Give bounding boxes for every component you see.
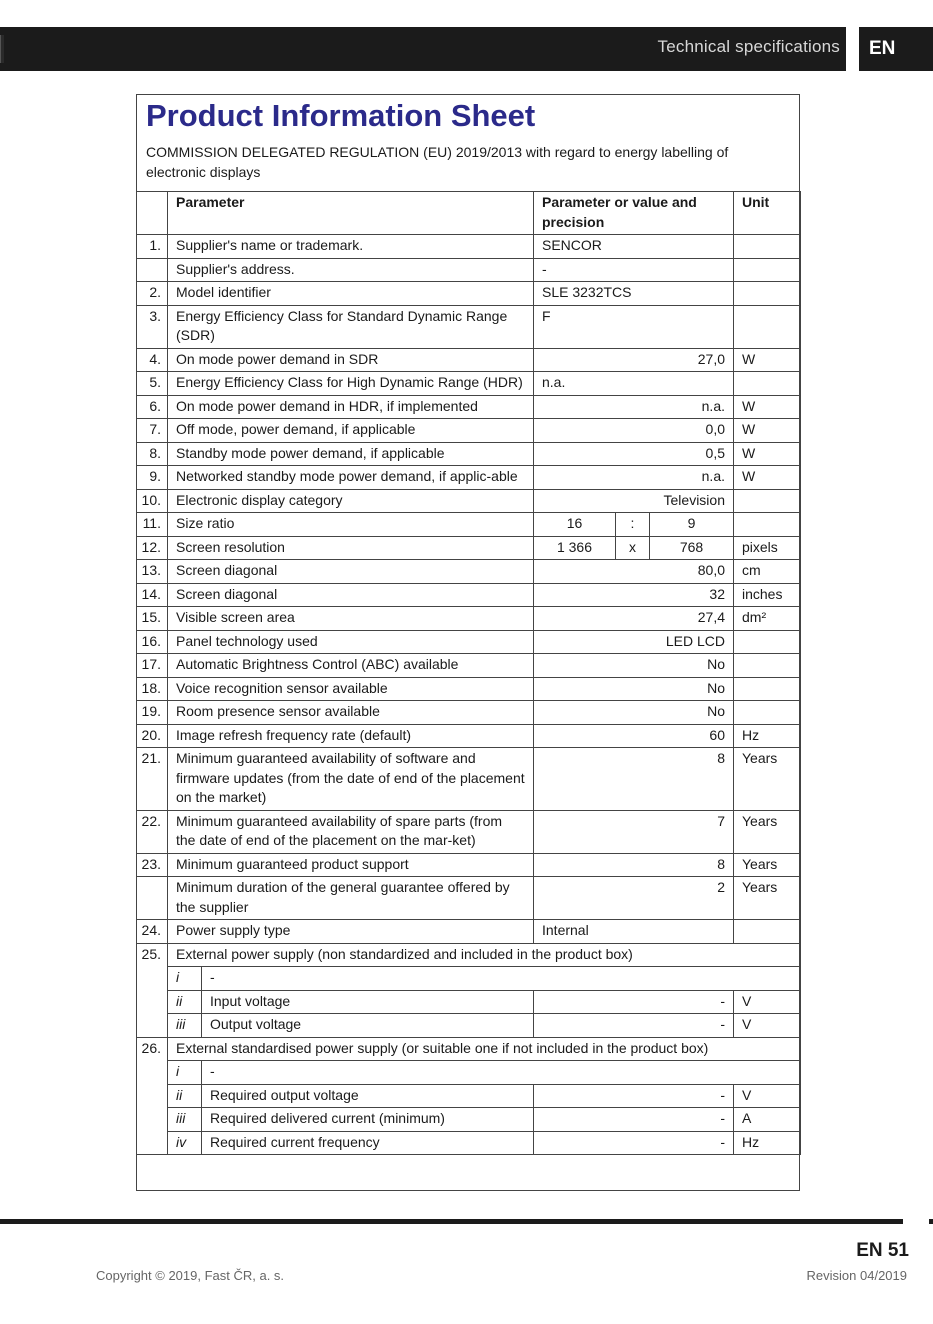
value-b-cell: 768 (650, 536, 734, 560)
table-row (137, 583, 801, 607)
value-cell: n.a. (534, 395, 734, 419)
parameter-cell: Supplier's name or trademark. (168, 235, 534, 259)
value-a-cell: 16 (534, 513, 616, 537)
section-title: Technical specifications (657, 37, 840, 56)
parameter-cell: Output voltage (202, 1014, 534, 1038)
row-number: 9. (137, 466, 168, 490)
row-number: 10. (137, 489, 168, 513)
unit-cell (734, 654, 801, 678)
external-psu-label: External power supply (non standardized and included in the product box) (168, 943, 801, 967)
value-cell: No (534, 701, 734, 725)
header-num-cell (137, 192, 168, 235)
value-cell: 2 (534, 877, 734, 920)
unit-cell (734, 677, 801, 701)
table-row (137, 513, 801, 537)
table-row (137, 748, 801, 811)
parameter-cell: Automatic Brightness Control (ABC) available (168, 654, 534, 678)
parameter-cell: Power supply type (168, 920, 534, 944)
row-number: 1. (137, 235, 168, 259)
value-cell: - (534, 1014, 734, 1038)
table-row (137, 235, 801, 259)
row-number: 24. (137, 920, 168, 944)
value-cell: Television (534, 489, 734, 513)
roman-numeral-cell: iii (168, 1014, 202, 1038)
parameter-cell: Energy Efficiency Class for High Dynamic Range (HDR) (168, 372, 534, 396)
parameter-cell: On mode power demand in HDR, if implemented (168, 395, 534, 419)
row-number: 2. (137, 282, 168, 306)
header-bar (0, 27, 846, 71)
product-information-sheet (136, 94, 800, 1191)
parameter-cell: Input voltage (202, 990, 534, 1014)
language-badge: EN (859, 27, 933, 71)
unit-cell: W (734, 395, 801, 419)
table-row (137, 395, 801, 419)
table-row (137, 607, 801, 631)
roman-numeral-cell: ii (168, 990, 202, 1014)
row-number: 17. (137, 654, 168, 678)
parameter-cell: Required current frequency (202, 1131, 534, 1155)
unit-cell: Years (734, 877, 801, 920)
value-cell: 32 (534, 583, 734, 607)
row-number: 15. (137, 607, 168, 631)
table-row (137, 853, 801, 877)
row-number: 7. (137, 419, 168, 443)
unit-cell: V (734, 1014, 801, 1038)
unit-cell: W (734, 419, 801, 443)
parameter-cell: Voice recognition sensor available (168, 677, 534, 701)
unit-cell (734, 701, 801, 725)
unit-cell: dm² (734, 607, 801, 631)
row-number: 16. (137, 630, 168, 654)
standard-psu-item-row (137, 1084, 801, 1108)
table-row (137, 877, 801, 920)
value-sep-cell: : (616, 513, 650, 537)
table-row (137, 536, 801, 560)
parameter-cell: - (202, 967, 801, 991)
unit-cell: pixels (734, 536, 801, 560)
table-row (137, 560, 801, 584)
table-row (137, 677, 801, 701)
value-cell: 8 (534, 748, 734, 811)
unit-cell: cm (734, 560, 801, 584)
value-cell: 0,0 (534, 419, 734, 443)
footer-rule (0, 1219, 903, 1224)
regulation-text: COMMISSION DELEGATED REGULATION (EU) 2019/2013 with regard to energy labelling of electronic displays (146, 144, 729, 180)
roman-numeral-cell: i (168, 1061, 202, 1085)
standard-psu-item-row (137, 1061, 801, 1085)
unit-cell (734, 489, 801, 513)
unit-cell (734, 372, 801, 396)
unit-cell (734, 513, 801, 537)
row-number: 21. (137, 748, 168, 811)
row-number (137, 877, 168, 920)
row-number: 13. (137, 560, 168, 584)
parameter-cell: Energy Efficiency Class for Standard Dynamic Range (SDR) (168, 305, 534, 348)
external-psu-item-row (137, 967, 801, 991)
external-psu-item-row (137, 1014, 801, 1038)
value-sep-cell: x (616, 536, 650, 560)
standard-psu-item-row (137, 1108, 801, 1132)
parameter-cell: Standby mode power demand, if applicable (168, 442, 534, 466)
value-cell: 60 (534, 724, 734, 748)
header-accent (0, 35, 4, 63)
table-row (137, 701, 801, 725)
value-cell: - (534, 1131, 734, 1155)
header-unit: Unit (734, 192, 801, 235)
value-cell: F (534, 305, 734, 348)
parameter-cell: On mode power demand in SDR (168, 348, 534, 372)
parameter-cell: Size ratio (168, 513, 534, 537)
external-psu-item-row (137, 990, 801, 1014)
table-row (137, 630, 801, 654)
footer-rule-tick (929, 1219, 933, 1224)
row-number: 3. (137, 305, 168, 348)
value-cell: 27,0 (534, 348, 734, 372)
unit-cell (734, 235, 801, 259)
parameter-cell: Room presence sensor available (168, 701, 534, 725)
table-row (137, 810, 801, 853)
table-row (137, 282, 801, 306)
value-cell: - (534, 1084, 734, 1108)
row-number: 4. (137, 348, 168, 372)
table-row (137, 258, 801, 282)
row-number: 26. (137, 1037, 168, 1155)
value-cell: n.a. (534, 466, 734, 490)
standard-psu-label: External standardised power supply (or suitable one if not included in the product box) (168, 1037, 801, 1061)
unit-cell: Hz (734, 1131, 801, 1155)
table-row (137, 305, 801, 348)
table-row (137, 372, 801, 396)
standard-psu-item-row (137, 1131, 801, 1155)
parameter-cell: Electronic display category (168, 489, 534, 513)
parameter-cell: Visible screen area (168, 607, 534, 631)
parameter-cell: Off mode, power demand, if applicable (168, 419, 534, 443)
spec-table (136, 191, 801, 1155)
row-number: 12. (137, 536, 168, 560)
row-number: 20. (137, 724, 168, 748)
value-cell: SLE 3232TCS (534, 282, 734, 306)
row-number (137, 258, 168, 282)
unit-cell (734, 282, 801, 306)
sheet-title: Product Information Sheet (146, 98, 536, 133)
value-cell: 7 (534, 810, 734, 853)
external-psu-header-row (137, 943, 801, 967)
parameter-cell: Screen diagonal (168, 583, 534, 607)
value-cell: LED LCD (534, 630, 734, 654)
row-number: 11. (137, 513, 168, 537)
row-number: 25. (137, 943, 168, 1037)
parameter-cell: Networked standby mode power demand, if applic-able (168, 466, 534, 490)
unit-cell: inches (734, 583, 801, 607)
table-row (137, 489, 801, 513)
unit-cell: W (734, 466, 801, 490)
parameter-cell: Required output voltage (202, 1084, 534, 1108)
unit-cell: W (734, 348, 801, 372)
parameter-cell: Supplier's address. (168, 258, 534, 282)
row-number: 8. (137, 442, 168, 466)
value-cell: - (534, 990, 734, 1014)
parameter-cell: Image refresh frequency rate (default) (168, 724, 534, 748)
table-row (137, 419, 801, 443)
parameter-cell: Minimum guaranteed availability of software and firmware updates (from the date of end of the placement on the market) (168, 748, 534, 811)
unit-cell: Years (734, 853, 801, 877)
value-cell: - (534, 258, 734, 282)
revision: Revision 04/2019 (806, 1268, 907, 1283)
parameter-cell: Minimum duration of the general guarantee offered by the supplier (168, 877, 534, 920)
unit-cell: V (734, 990, 801, 1014)
value-cell: 0,5 (534, 442, 734, 466)
value-cell: 8 (534, 853, 734, 877)
table-row (137, 442, 801, 466)
table-row (137, 920, 801, 944)
value-cell: No (534, 677, 734, 701)
unit-cell (734, 258, 801, 282)
row-number: 23. (137, 853, 168, 877)
parameter-cell: Panel technology used (168, 630, 534, 654)
row-number: 19. (137, 701, 168, 725)
unit-cell: Years (734, 748, 801, 811)
row-number: 6. (137, 395, 168, 419)
table-row (137, 466, 801, 490)
header-value: Parameter or value and precision (534, 192, 734, 235)
copyright: Copyright © 2019, Fast ČR, a. s. (96, 1268, 285, 1283)
unit-cell (734, 305, 801, 348)
roman-numeral-cell: iv (168, 1131, 202, 1155)
table-header-row (137, 192, 801, 235)
standard-psu-header-row (137, 1037, 801, 1061)
roman-numeral-cell: ii (168, 1084, 202, 1108)
value-cell: - (534, 1108, 734, 1132)
unit-cell (734, 630, 801, 654)
unit-cell: A (734, 1108, 801, 1132)
parameter-cell: Minimum guaranteed availability of spare parts (from the date of end of the placement on the mar-ket) (168, 810, 534, 853)
header-parameter: Parameter (168, 192, 534, 235)
table-row (137, 348, 801, 372)
parameter-cell: Required delivered current (minimum) (202, 1108, 534, 1132)
roman-numeral-cell: i (168, 967, 202, 991)
parameter-cell: Model identifier (168, 282, 534, 306)
row-number: 14. (137, 583, 168, 607)
parameter-cell: Screen diagonal (168, 560, 534, 584)
unit-cell: Hz (734, 724, 801, 748)
table-row (137, 724, 801, 748)
parameter-cell: Minimum guaranteed product support (168, 853, 534, 877)
value-b-cell: 9 (650, 513, 734, 537)
roman-numeral-cell: iii (168, 1108, 202, 1132)
row-number: 22. (137, 810, 168, 853)
unit-cell: V (734, 1084, 801, 1108)
value-cell: SENCOR (534, 235, 734, 259)
table-row (137, 654, 801, 678)
parameter-cell: Screen resolution (168, 536, 534, 560)
row-number: 18. (137, 677, 168, 701)
row-number: 5. (137, 372, 168, 396)
unit-cell: W (734, 442, 801, 466)
parameter-cell: - (202, 1061, 801, 1085)
unit-cell (734, 920, 801, 944)
value-a-cell: 1 366 (534, 536, 616, 560)
value-cell: n.a. (534, 372, 734, 396)
unit-cell: Years (734, 810, 801, 853)
value-cell: 27,4 (534, 607, 734, 631)
value-cell: No (534, 654, 734, 678)
value-cell: 80,0 (534, 560, 734, 584)
value-cell: Internal (534, 920, 734, 944)
page-number: EN 51 (856, 1240, 909, 1261)
